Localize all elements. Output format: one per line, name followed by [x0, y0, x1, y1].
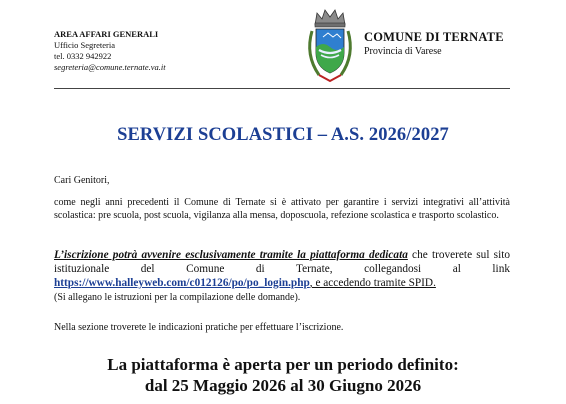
- registration-lead: L’iscrizione potrà avvenire esclusivamente tramite la piattaforma dedicata: [54, 249, 408, 261]
- greeting: Cari Genitori,: [54, 175, 110, 186]
- office-block: [54, 29, 166, 73]
- document-title: SERVIZI SCOLASTICI – A.S. 2026/2027: [117, 125, 449, 145]
- registration-mid: che troverete sul sito istituzionale del Comune di Ternate, collegandosi al link: [54, 249, 510, 275]
- header-divider: [54, 88, 510, 89]
- instructions-note: (Si allegano le istruzioni per la compilazione delle domande).: [54, 292, 301, 303]
- registration-tail: , e accedendo tramite SPID.: [309, 277, 436, 289]
- municipality-name: COMUNE DI TERNATE: [364, 30, 504, 44]
- banner-line-2: dal 25 Maggio 2026 al 30 Giugno 2026: [144, 376, 422, 395]
- office-email: segreteria@comune.ternate.va.it: [54, 62, 166, 72]
- municipality-block: [364, 30, 504, 57]
- coat-of-arms-icon: [303, 7, 357, 83]
- office-phone: tel. 0332 942922: [54, 51, 112, 61]
- registration-paragraph: [54, 248, 510, 305]
- municipality-province: Provincia di Varese: [364, 46, 442, 57]
- banner-line-1: La piattaforma è aperta per un periodo definito:: [107, 355, 459, 374]
- section-paragraph: Nella sezione troverete le indicazioni pratiche per effettuare l’iscrizione.: [54, 322, 344, 333]
- platform-link[interactable]: https://www.halleyweb.com/c012126/po/po_login.php: [54, 277, 310, 289]
- office-name: AREA AFFARI GENERALI: [54, 29, 159, 39]
- office-dept: Ufficio Segreteria: [54, 40, 115, 50]
- intro-paragraph: come negli anni precedenti il Comune di Ternate si è attivato per garantire i servizi integrativi all’attività scolastica: pre scuola, post scuola, vigilanza alla mensa, doposcuola, refezione scolastica e trasporto scolastico.: [54, 197, 510, 221]
